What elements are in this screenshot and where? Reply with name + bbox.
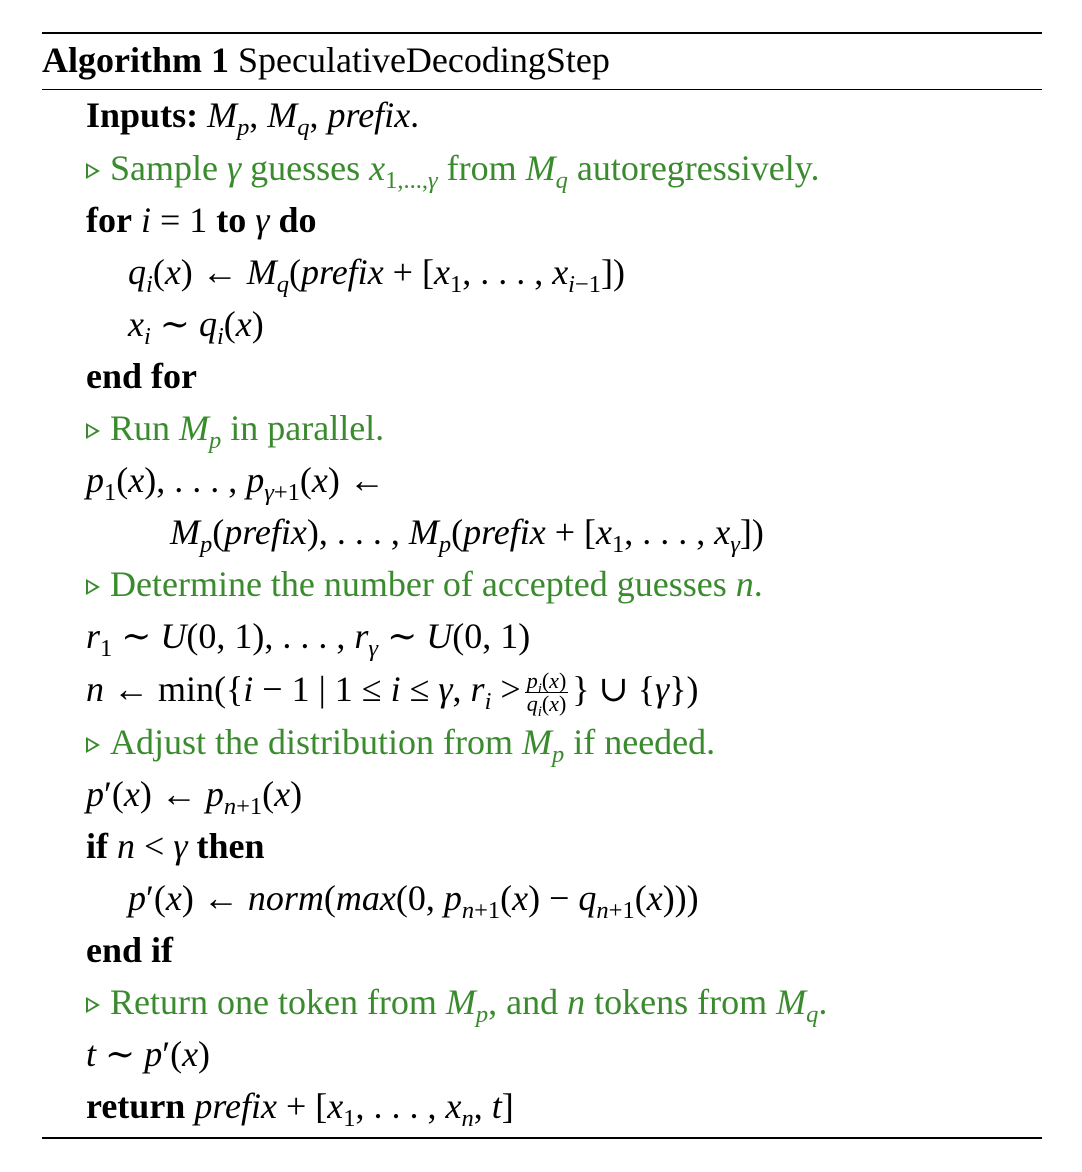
if-condition: n < γ [117, 826, 188, 866]
comment-triangle-icon [86, 423, 100, 439]
end-for-line: end for [86, 356, 197, 396]
for-line: for i = 1 to γ do [86, 200, 317, 240]
comment-triangle-icon [86, 737, 100, 753]
algorithm-label: Algorithm 1 [42, 40, 229, 80]
inputs-keyword: Inputs: [86, 95, 199, 135]
set-distribution-line: p′(x) ← $p_{n+1}(x)$ [86, 774, 303, 820]
inputs-expression: $M_p$, $M_q$, prefix. [207, 95, 420, 141]
then-keyword: then [196, 826, 265, 866]
for-end: γ [255, 200, 270, 240]
return-keyword: return [86, 1086, 186, 1126]
draft-distribution-line: $q_i(x)$ ← $M_q(prefix + [x_1$, . . . , $x_{i-1}$]) [128, 252, 626, 298]
comment-triangle-icon [86, 997, 100, 1013]
do-keyword: do [278, 200, 317, 240]
top-rule [42, 32, 1042, 34]
comment-adjust-distribution: Adjust the distribution from $M_p$ if needed. [86, 721, 715, 763]
uniform-samples-line: $r_1$ ∼ U(0, 1), . . . , $r_\gamma$ ∼ U(0, 1) [86, 616, 531, 662]
sample-token-line: t ∼ p′(x) [86, 1034, 211, 1074]
for-keyword: for [86, 200, 132, 240]
to-keyword: to [216, 200, 247, 240]
normalize-line: p′(x) ← norm(max(0, $p_{n+1}(x) - q_{n+1}(x)$)) [128, 878, 699, 924]
accepted-count-line: n ← min({i − 1 | 1 ≤ i ≤ γ, $r_i$ > $\frac{p_i(x)}{q_i(x)}$ } ∪ {γ}) [86, 668, 699, 721]
if-keyword: if [86, 826, 108, 866]
target-probs-continuation: $M_p(prefix)$, . . . , $M_p(prefix + [x_1$, . . . , $x_\gamma$]) [170, 512, 764, 558]
comment-sample-guesses: Sample γ guesses $x_{1,...,\gamma}$ from $M_q$ autoregressively. [86, 147, 819, 189]
comment-triangle-icon [86, 163, 100, 179]
sample-guess-line: $x_i$ ∼ $q_i(x)$ [128, 304, 264, 350]
algorithm-box [42, 32, 1042, 1142]
return-line [86, 1085, 514, 1132]
return-expression: prefix + [$x_1$, . . . , $x_n$, t] [194, 1086, 514, 1132]
comment-determine-accepted: Determine the number of accepted guesses n. [86, 563, 763, 605]
inputs-line [86, 94, 420, 141]
end-if-line: end if [86, 930, 174, 970]
caption-rule [42, 89, 1042, 90]
comment-run-parallel: Run $M_p$ in parallel. [86, 407, 384, 449]
comment-triangle-icon [86, 579, 100, 595]
ratio-fraction: $\frac{p_i(x)}{q_i(x)}$ [526, 668, 567, 721]
if-line [86, 825, 265, 867]
target-probs-line: $p_1(x)$, . . . , $p_{\gamma+1}(x)$ ← [86, 460, 385, 506]
bottom-rule [42, 1137, 1042, 1139]
comment-return-tokens: Return one token from $M_p$, and n tokens from $M_q$. [86, 981, 827, 1023]
algorithm-name: SpeculativeDecodingStep [237, 40, 610, 80]
algorithm-caption [42, 38, 610, 82]
for-start: i [140, 200, 151, 240]
